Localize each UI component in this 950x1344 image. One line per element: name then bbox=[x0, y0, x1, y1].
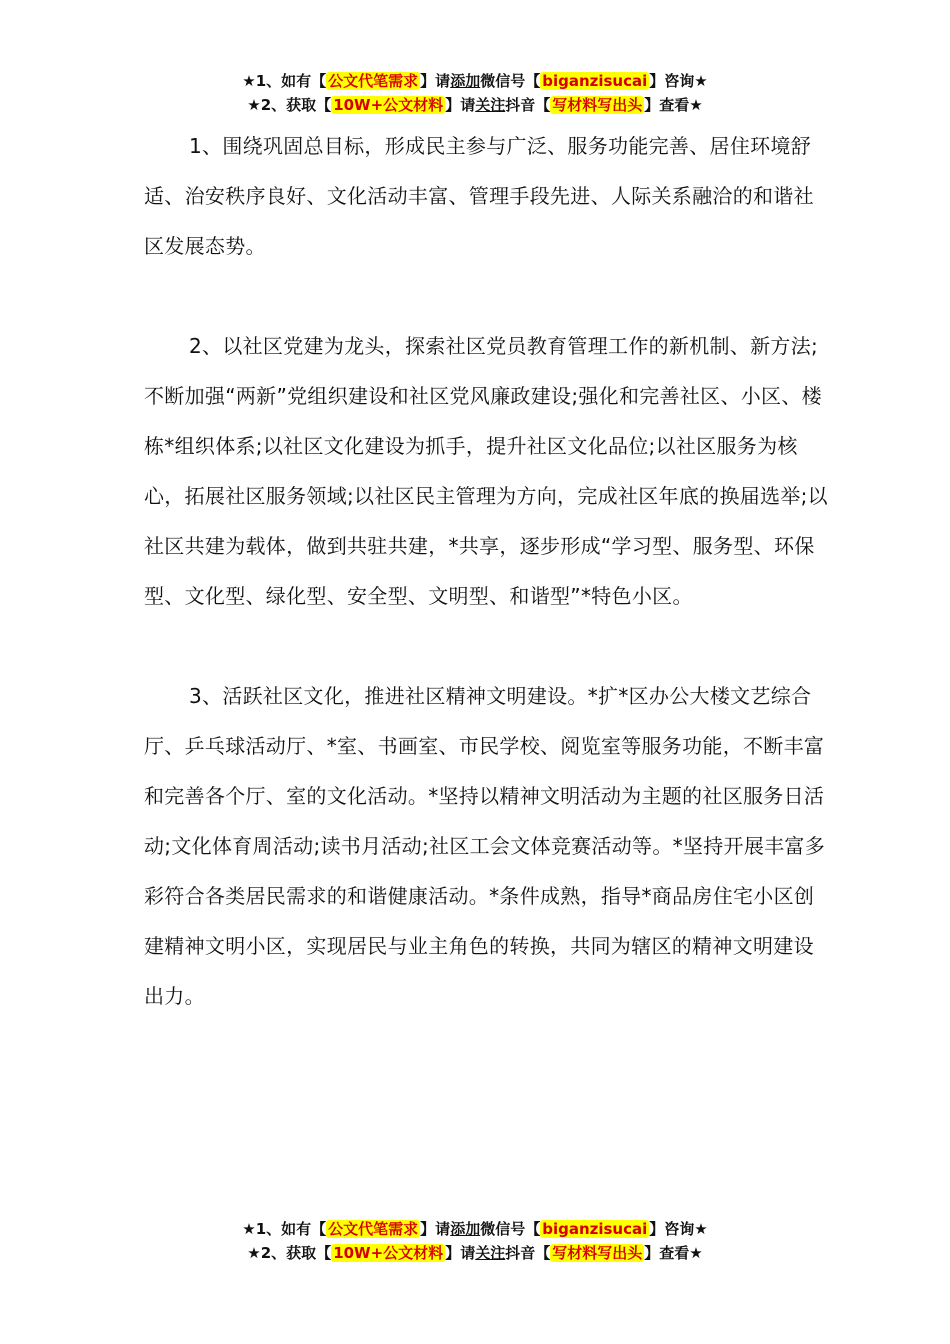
paragraph-3: 3、活跃社区文化，推进社区精神文明建设。*扩*区办公大楼文艺综合厅、乒乓球活动厅、*室、书画室、市民学校、阅览室等服务功能，不断丰富和完善各个厅、室的文化活动。*坚持以精神文明活动为主题的社区服务日活动;文化体育周活动;读书月活动;社区工会文体竞赛活动等。*坚持开展丰富多彩符合各类居民需求的和谐健康活动。*条件成熟，指导*商品房住宅小区创建精神文明小区，实现居民与业主角色的转换，共同为辖区的精神文明建设出力。 bbox=[144, 684, 826, 1008]
underlined-word: 添加 bbox=[450, 1220, 481, 1238]
banner-text: 】请 bbox=[420, 72, 451, 90]
banner-text: ★1、如有【 bbox=[242, 1220, 327, 1238]
banner-line-1 bbox=[0, 69, 950, 93]
document-body bbox=[144, 121, 834, 1071]
highlight-service: 公文代笔需求 bbox=[328, 1220, 419, 1238]
banner-text: 】咨询★ bbox=[649, 1220, 708, 1238]
banner-text: 】请 bbox=[445, 96, 476, 114]
banner-text: 】请 bbox=[420, 1220, 451, 1238]
paragraph-2: 2、以社区党建为龙头，探索社区党员教育管理工作的新机制、新方法;不断加强“两新”党组织建设和社区党风廉政建设;强化和完善社区、小区、楼栋*组织体系;以社区文化建设为抓手，提升社区文化品位;以社区服务为核心，拓展社区服务领域;以社区民主管理为方向，完成社区年底的换届选举;以社区共建为载体，做到共驻共建，*共享，逐步形成“学习型、服务型、环保型、文化型、绿化型、安全型、文明型、和谐型”*特色小区。 bbox=[144, 334, 828, 608]
banner-text: 】查看★ bbox=[644, 96, 703, 114]
paragraph-1: 1、围绕巩固总目标，形成民主参与广泛、服务功能完善、居住环境舒适、治安秩序良好、文化活动丰富、管理手段先进、人际关系融洽的和谐社区发展态势。 bbox=[144, 134, 814, 258]
banner-text: 抖音【 bbox=[505, 1244, 551, 1262]
banner-text: 】请 bbox=[445, 1244, 476, 1262]
highlight-materials: 10W+公文材料 bbox=[333, 1244, 444, 1262]
banner-text: 抖音【 bbox=[505, 96, 551, 114]
highlight-wechat-id: biganzisucai bbox=[542, 1220, 648, 1238]
banner-text: 微信号【 bbox=[480, 1220, 541, 1238]
banner-text: 】查看★ bbox=[644, 1244, 703, 1262]
highlight-materials: 10W+公文材料 bbox=[333, 96, 444, 114]
header-banner bbox=[0, 69, 950, 117]
underlined-word: 关注 bbox=[475, 1244, 506, 1262]
underlined-word: 关注 bbox=[475, 96, 506, 114]
highlight-wechat-id: biganzisucai bbox=[542, 72, 648, 90]
banner-text: 】咨询★ bbox=[649, 72, 708, 90]
banner-text: ★1、如有【 bbox=[242, 72, 327, 90]
banner-line-1 bbox=[0, 1217, 950, 1241]
banner-text: ★2、获取【 bbox=[247, 96, 332, 114]
highlight-douyin-account: 写材料写出头 bbox=[552, 1244, 643, 1262]
highlight-service: 公文代笔需求 bbox=[328, 72, 419, 90]
underlined-word: 添加 bbox=[450, 72, 481, 90]
footer-banner bbox=[0, 1217, 950, 1265]
highlight-douyin-account: 写材料写出头 bbox=[552, 96, 643, 114]
banner-text: ★2、获取【 bbox=[247, 1244, 332, 1262]
banner-line-2 bbox=[0, 1241, 950, 1265]
banner-text: 微信号【 bbox=[480, 72, 541, 90]
banner-line-2 bbox=[0, 93, 950, 117]
